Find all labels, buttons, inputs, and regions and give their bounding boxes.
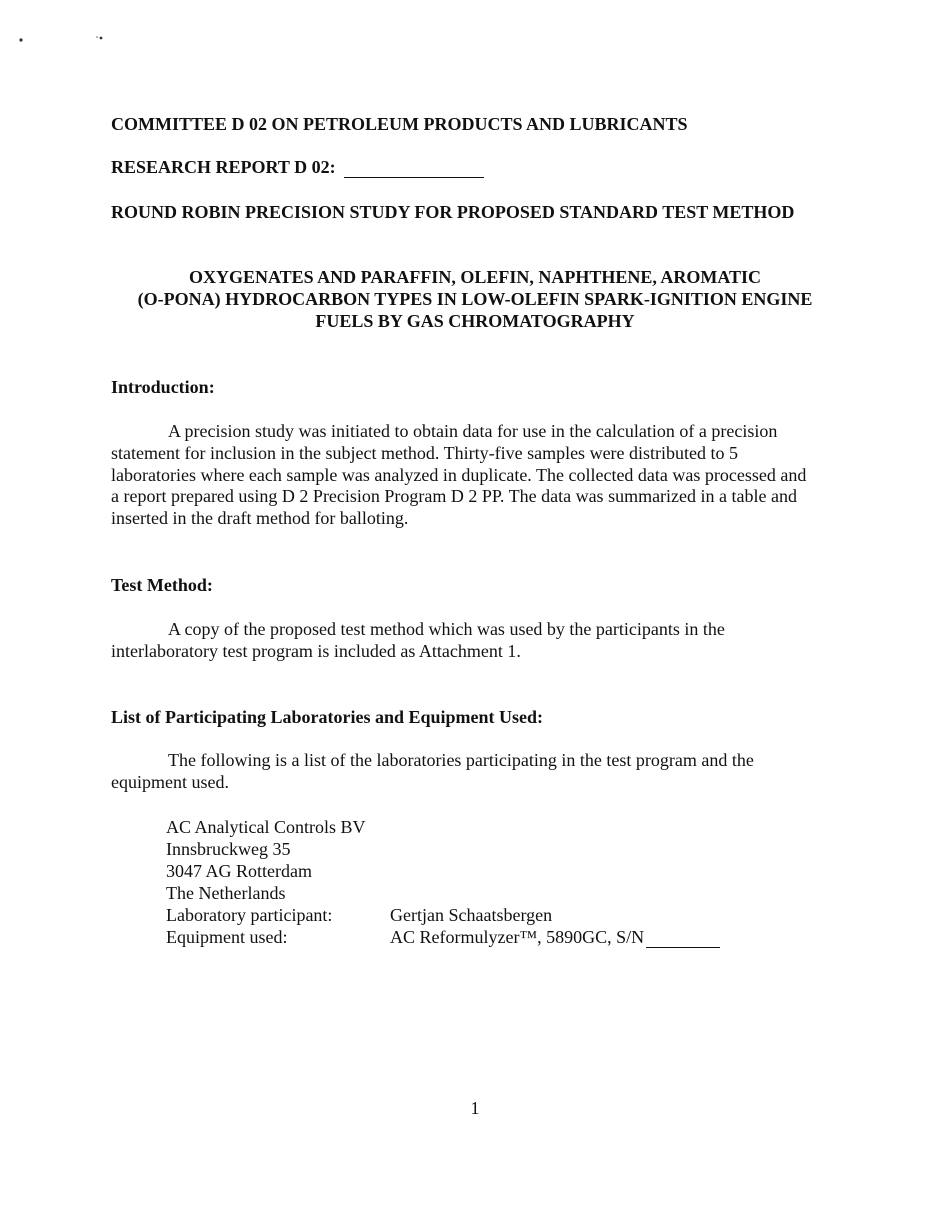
test-method-heading: Test Method: — [111, 575, 213, 595]
intro-line-3: laboratories where each sample was analyzed in duplicate. The collected data was processed and — [111, 464, 807, 485]
labs-line-1: The following is a list of the laboratories participating in the test program and the — [168, 750, 754, 770]
method-title — [0, 266, 950, 332]
report-number-blank — [344, 161, 484, 178]
committee-heading: COMMITTEE D 02 ON PETROLEUM PRODUCTS AND LUBRICANTS — [111, 114, 688, 134]
participant-row — [166, 904, 552, 926]
method-title-line-1: OXYGENATES AND PARAFFIN, OLEFIN, NAPHTHENE, AROMATIC — [188, 267, 762, 287]
intro-line-1: A precision study was initiated to obtain data for use in the calculation of a precision — [168, 421, 778, 441]
test-method-paragraph — [111, 619, 841, 663]
labs-heading: List of Participating Laboratories and Equipment Used: — [111, 707, 544, 727]
method-title-line-3: FUELS BY GAS CHROMATOGRAPHY — [315, 311, 635, 331]
participant-value: Gertjan Schaatsbergen — [390, 905, 553, 925]
report-label: RESEARCH REPORT D 02: — [111, 157, 336, 177]
address-line-1: AC Analytical Controls BV — [166, 817, 366, 837]
scan-specks — [0, 0, 120, 50]
lab-address — [166, 816, 366, 904]
introduction-paragraph — [111, 421, 841, 530]
address-line-3: 3047 AG Rotterdam — [166, 861, 312, 881]
participant-label: Laboratory participant: — [166, 905, 333, 925]
test-method-line-1: A copy of the proposed test method which was used by the participants in the — [168, 619, 725, 639]
report-number-line — [111, 156, 484, 178]
introduction-heading: Introduction: — [111, 377, 215, 397]
equipment-row — [166, 926, 720, 948]
test-method-line-2: interlaboratory test program is included as Attachment 1. — [111, 640, 521, 661]
labs-line-2: equipment used. — [111, 771, 229, 792]
intro-line-2: statement for inclusion in the subject method. Thirty-five samples were distributed to 5 — [111, 442, 739, 463]
labs-paragraph — [111, 750, 841, 794]
equipment-value: AC Reformulyzer™, 5890GC, S/N — [390, 927, 645, 947]
intro-line-4: a report prepared using D 2 Precision Program D 2 PP. The data was summarized in a table and — [111, 486, 797, 507]
address-line-2: Innsbruckweg 35 — [166, 839, 291, 859]
equipment-label: Equipment used: — [166, 927, 288, 947]
page-number: 1 — [470, 1098, 480, 1118]
method-title-line-2: (O-PONA) HYDROCARBON TYPES IN LOW-OLEFIN SPARK-IGNITION ENGINE — [137, 289, 813, 309]
intro-line-5: inserted in the draft method for balloting. — [111, 508, 409, 529]
address-line-4: The Netherlands — [166, 883, 286, 903]
study-title: ROUND ROBIN PRECISION STUDY FOR PROPOSED STANDARD TEST METHOD — [111, 202, 795, 222]
serial-number-blank — [646, 931, 720, 948]
